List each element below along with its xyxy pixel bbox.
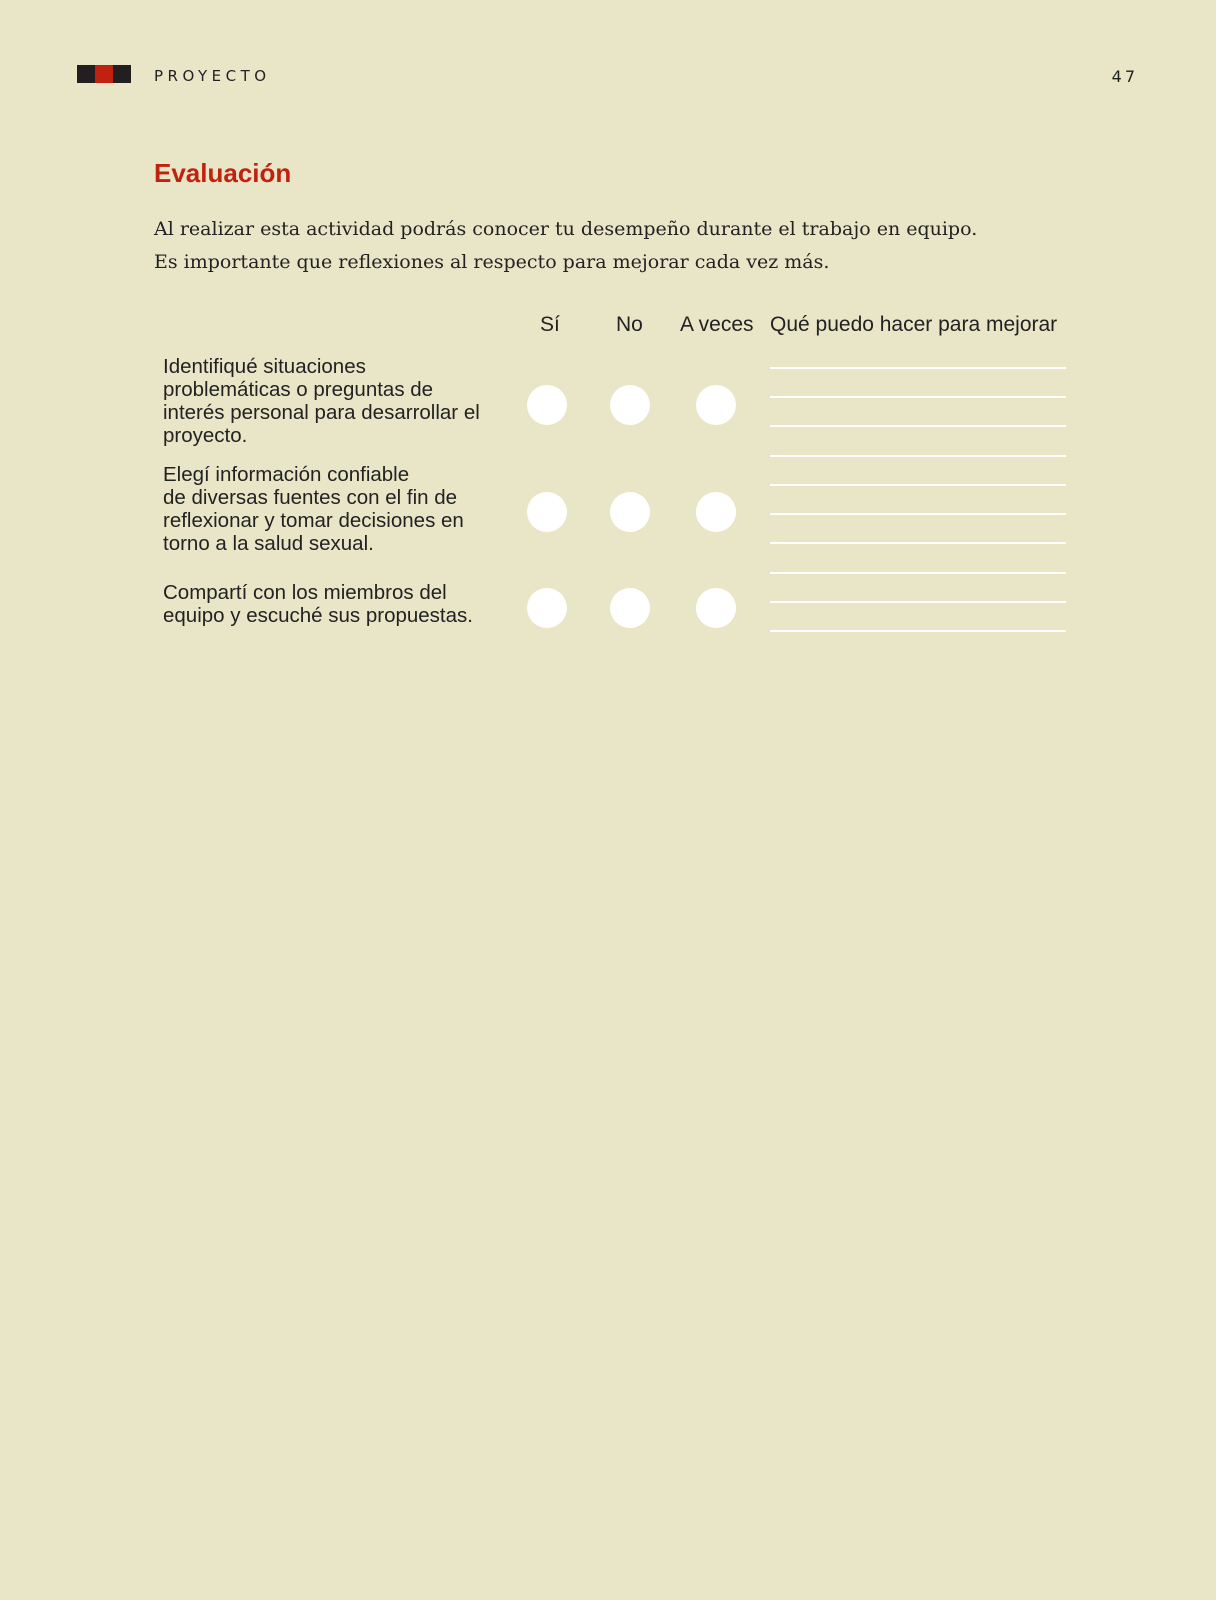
column-header-mejorar: Qué puedo hacer para mejorar xyxy=(770,313,1058,336)
page-number: 47 xyxy=(1111,67,1138,86)
column-header-a-veces: A veces xyxy=(680,313,754,336)
mark-block-red xyxy=(95,65,113,83)
section-color-mark xyxy=(77,65,131,83)
column-header-no: No xyxy=(616,313,643,336)
criterion-2-line-1: Elegí información confiable xyxy=(163,463,410,486)
mark-block-dark-right xyxy=(113,65,131,83)
criterion-1-a-veces-option[interactable] xyxy=(696,385,736,425)
criterion-3-a-veces-option[interactable] xyxy=(696,588,736,628)
criterion-3-text xyxy=(163,581,498,627)
criterion-1-line-2: problemáticas o preguntas de xyxy=(163,378,434,401)
improvement-writing-line[interactable] xyxy=(770,484,1066,486)
criterion-1-no-option[interactable] xyxy=(610,385,650,425)
criterion-3-line-2: equipo y escuché sus propuestas. xyxy=(163,604,473,627)
improvement-writing-line[interactable] xyxy=(770,542,1066,544)
criterion-2-si-option[interactable] xyxy=(527,492,567,532)
criterion-1-line-3: interés personal para desarrollar el xyxy=(163,401,480,424)
criterion-2-line-3: reflexionar y tomar decisiones en xyxy=(163,509,464,532)
improvement-writing-line[interactable] xyxy=(770,630,1066,632)
criterion-2-a-veces-option[interactable] xyxy=(696,492,736,532)
criterion-1-si-option[interactable] xyxy=(527,385,567,425)
improvement-writing-line[interactable] xyxy=(770,513,1066,515)
improvement-writing-line[interactable] xyxy=(770,396,1066,398)
criterion-2-line-2: de diversas fuentes con el fin de xyxy=(163,486,458,509)
criterion-1-line-1: Identifiqué situaciones xyxy=(163,355,366,378)
column-header-si: Sí xyxy=(540,313,560,336)
improvement-writing-line[interactable] xyxy=(770,425,1066,427)
improvement-writing-line[interactable] xyxy=(770,455,1066,457)
criterion-3-no-option[interactable] xyxy=(610,588,650,628)
intro-line-1: Al realizar esta actividad podrás conocer tu desempeño durante el trabajo en equipo. xyxy=(154,218,978,240)
criterion-2-no-option[interactable] xyxy=(610,492,650,532)
criterion-2-line-4: torno a la salud sexual. xyxy=(163,532,374,555)
intro-paragraph xyxy=(154,213,1054,279)
improvement-writing-line[interactable] xyxy=(770,572,1066,574)
mark-block-dark-left xyxy=(77,65,95,83)
page-title: Evaluación xyxy=(154,158,292,188)
criterion-1-line-4: proyecto. xyxy=(163,424,248,447)
section-label: PROYECTO xyxy=(154,67,271,85)
criterion-1-text xyxy=(163,355,498,447)
criterion-2-text xyxy=(163,463,498,555)
improvement-writing-line[interactable] xyxy=(770,601,1066,603)
criterion-3-line-1: Compartí con los miembros del xyxy=(163,581,447,604)
improvement-writing-line[interactable] xyxy=(770,367,1066,369)
intro-line-2: Es importante que reflexiones al respecto para mejorar cada vez más. xyxy=(154,251,830,273)
criterion-3-si-option[interactable] xyxy=(527,588,567,628)
